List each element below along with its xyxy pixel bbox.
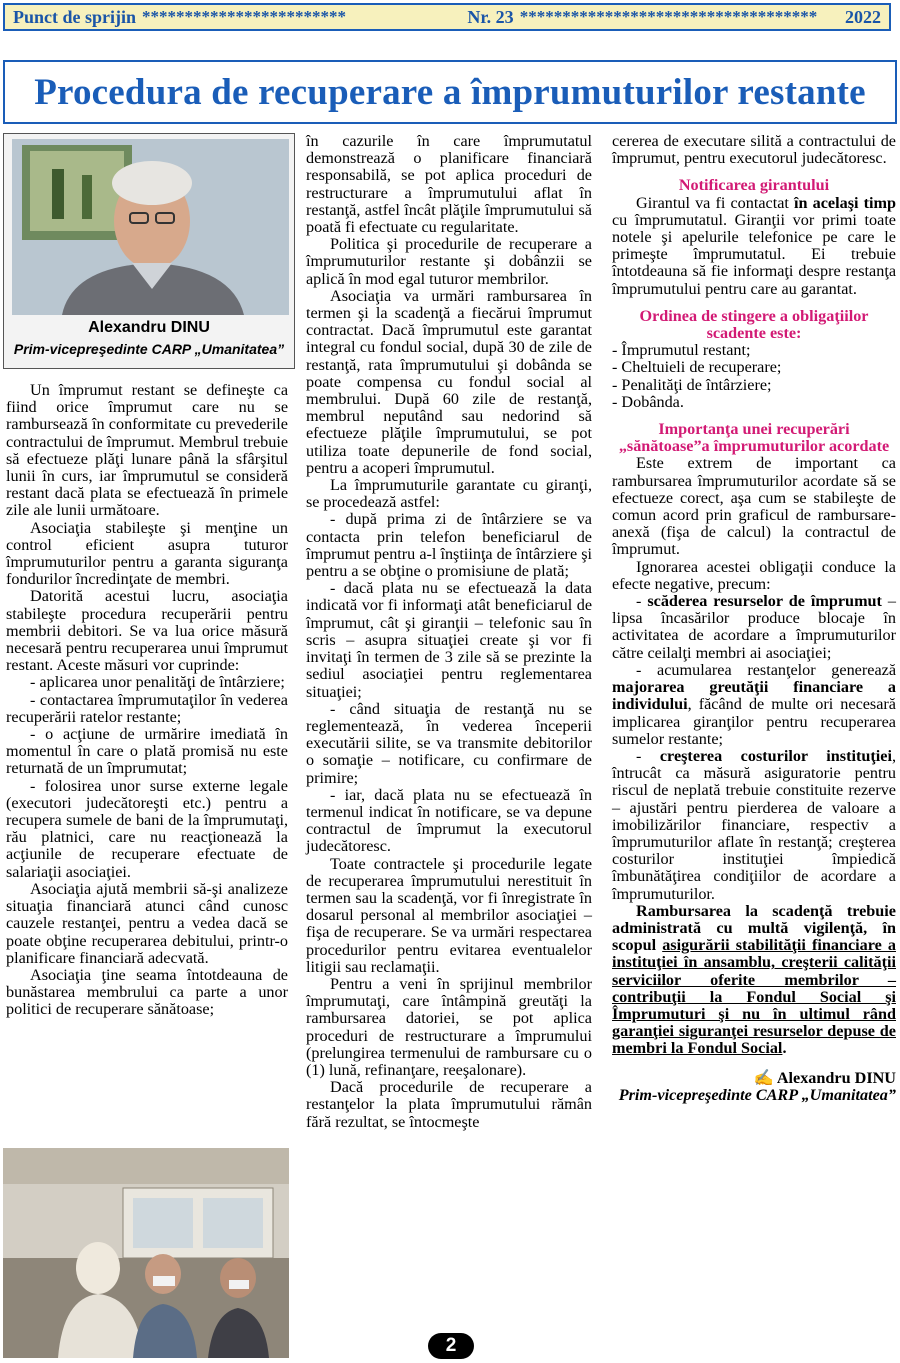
list-item: - Cheltuieli de recuperare; — [612, 358, 782, 377]
underlined-bold-text: asigurării stabilităţii financiare a instituţiei în ansamblu, creşterii calităţii serviciilor oferite membrilor – contribuţii la Fondul Social şi Împrumuturi şi nu în ultimul rând garanţiei siguranţei resurselor depuse de membri la Fondul Social — [612, 936, 896, 1058]
subheading-importance: Importanţa unei recuperări „sănătoase”a împrumuturilor acordate — [618, 420, 890, 456]
header-bar — [3, 3, 891, 31]
article-column-1 — [6, 382, 288, 1019]
list-item: - o acţiune de urmărire imediată în momentul în care o plată promisă nu este returnată de un împrumutat; — [6, 725, 288, 778]
paragraph: Ignorarea acestei obligaţii conduce la efecte negative, precum: — [612, 557, 896, 593]
office-counter-photo — [3, 1148, 289, 1358]
paragraph: Asociaţia ţine seama întotdeauna de bunăstarea membrului ca parte a unor politici de recuperare sănătoase; — [6, 965, 288, 1019]
list-item: - folosirea unor surse externe legale (executori judecătoreşti etc.) pentru a recupera sumele de bani de la împrumutaţi, rău platnici, care nu reacţionează la acţiunile de recuperare efectuate de salariaţii asociaţiei. — [6, 776, 288, 881]
header-issue-number: Nr. 23 — [467, 6, 514, 27]
paragraph: Asociaţia ajută membrii să-şi analizeze situaţia financiară atunci când cunosc cauzele restanţei, pentru a vedea dacă se poate obţine recuperarea debitului, printr-o planificare financiară adecvată. — [6, 879, 288, 967]
header-section-name: Punct de sprijin — [13, 6, 137, 27]
bold-text: . — [782, 1039, 787, 1058]
list-item: - Dobânda. — [612, 392, 684, 411]
list-item: - iar, dacă plata nu se efectuează în termenul indicat în notificare, se va depune contractul de împrumut la executorul judecătoresc. — [306, 785, 592, 856]
list-item: - Penalităţi de întârziere; — [612, 375, 772, 394]
text-run: , făcând de multe ori necesară implicarea giranţilor pentru recuperarea sumelor restante; — [612, 695, 896, 748]
bold-text: în acelaşi timp — [794, 193, 897, 212]
list-item: - aplicarea unor penalităţi de întârziere; — [30, 673, 285, 692]
bold-text: creşterea costurilor instituţiei — [659, 746, 892, 765]
paragraph: Dacă procedurile de recuperare a restanţelor la plata împrumutului rămân fără rezultat, se întocmeşte — [306, 1078, 592, 1131]
bold-text: majorarea greutăţii financiare a individului — [612, 678, 896, 714]
paragraph: Pentru a veni în sprijinul membrilor împrumutaţi, care întâmpină greutăţi la rambursarea datoriei, se pot aplica proceduri de restructurare a împrumului (prelungirea termenului de rambursare cu o (1) lună, refinanţare, reeşalonare). — [306, 974, 592, 1079]
page-title: Procedura de recuperare a împrumuturilor restante — [34, 71, 866, 113]
article-column-2 — [306, 133, 592, 1131]
article-column-3 — [612, 133, 896, 1104]
author-caption-name: Alexandru DINU — [88, 319, 210, 336]
header-stars-right: *********************************** — [519, 7, 818, 26]
paragraph: în cazurile în care împrumutatul demonstrează o planificare financiară responsabilă, se pot aplica proceduri de restructurare a împrumutului aflat în restanţă, astfel încât plăţile împrumutului să poată fi efectuate cu regularitate. — [306, 132, 592, 237]
author-photo-frame — [3, 133, 295, 369]
header-stars-left: ************************ — [142, 7, 347, 26]
paragraph: cererea de executare silită a contractului de împrumut, pentru executorul judecătoresc. — [612, 132, 896, 168]
list-item: - când situaţia de restanţă nu se reglementează, în vederea începerii executării silite, se va transmite debitorilor o somaţie – notificare, cu confirmare de primire; — [306, 699, 592, 787]
list-item: - Împrumutul restant; — [612, 341, 751, 360]
author-caption-role: Prim-vicepreşedinte CARP „Umanitatea” — [13, 341, 285, 357]
paragraph — [612, 195, 896, 298]
paragraph: Toate contractele şi procedurile legate de recuperarea împrumutului nerestituit în termen sau la scadenţă, vor fi înregistrate în dosarul personal al membrilor asociaţiei – fişa de recuperare. Se va urmări respectarea procedurilor pentru evitarea eventualelor litigii sau reclamaţii. — [306, 854, 592, 976]
list-item: - după prima zi de întârziere se va contacta prin telefon beneficiarul de împrumut pentru a-l înştiinţa de întârziere şi pentru a se obţine o promisiune de plată; — [306, 510, 592, 581]
subheading-payment-order: Ordinea de stingere a obligaţiilor scadente este: — [639, 306, 869, 343]
signature-name: Alexandru DINU — [776, 1068, 896, 1087]
signature-name-line — [612, 1070, 896, 1087]
paragraph — [612, 903, 896, 1058]
list-item — [612, 593, 896, 662]
list-item — [612, 662, 896, 748]
list-item — [612, 748, 896, 903]
text-run: cu împrumutatul. Giranţii vor primi toate notele şi apelurile telefonice pe care le primeşte împrumutatul. Ei trebuie întotdeauna să fie informaţi despre restanţa împrumutului pentru care au garantat. — [612, 210, 896, 298]
signature-block — [612, 1070, 896, 1104]
header-year: 2022 — [845, 6, 882, 27]
pen-icon: ✍ — [753, 1068, 774, 1087]
text-run: - — [636, 746, 660, 765]
paragraph: Asociaţia stabileşte şi menţine un control eficient asupra tuturor împrumuturilor pentru a garanta siguranţa fondurilor încredinţate de membri. — [6, 518, 288, 589]
paragraph: La împrumuturile garantate cu giranţi, se procedează astfel: — [306, 476, 592, 512]
author-portrait-image — [12, 139, 289, 315]
title-box — [3, 60, 897, 124]
signature-role: Prim-vicepreşedinte CARP „Umanitatea” — [618, 1085, 896, 1104]
text-run: - — [636, 592, 648, 611]
paragraph: Asociaţia va urmări rambursarea în termen şi la scadenţă a fiecărui împrumut contractat. Dacă împrumutul este garantat integral cu fondul social, după 30 de zile de restanţă, rata împrumutului şi dobânda se poate compensa cu fondul social al membrului. După 60 zile de restanţă, membrul neputând sau nedorind să efectueze plăţile împrumutului, se pot utiliza toate depunerile de fond social, pentru a acoperi împrumutul. — [306, 286, 592, 477]
text-run: - acumularea restanţelor generează — [636, 660, 896, 679]
list-item: - dacă plata nu se efectuează la data indicată vor fi informaţi atât beneficiarul de împrumut, cât şi giranţii – telefonic sau în scris – asupra situaţiei create şi vor fi invitaţi în termen de 3 zile să se prezinte la sediul asociaţiei pentru reglementarea situaţiei; — [306, 579, 592, 701]
text-run: , întrucât ca măsură asiguratorie pentru riscul de neplată trebuie constituite rezerve – ajustări pentru pierderea de valoare a imobilizărilor financiare, respectiv a împrumuturilor aflate în restanţă; creşterea costurilor instituţiei împiedică îmbunătăţirea condiţiilor de acordare a împrumuturilor. — [612, 746, 896, 903]
paragraph: Este extrem de important ca rambursarea împrumuturilor acordate să se efectueze corect, aşa cum se stabileşte de comun acord prin graficul de rambursare-anexă (fişa de calcul) la contractul de împrumut. — [612, 454, 896, 559]
subheading-guarantor-notification: Notificarea girantului — [678, 176, 830, 195]
text-run: – lipsa încasărilor produce blocaje în activitatea de acordare a împrumuturilor către ceilalţi membri ai asociaţiei; — [612, 592, 897, 662]
paragraph: Un împrumut restant se defineşte ca fiind orice împrumut care nu se rambursează în conformitate cu prevederile contractului de împrumut. Membrul trebuie să efectueze plăţi lunare până la sfârşitul lunii în curs, iar împrumutul se consideră restant dacă plata se efectuează în primele zile ale lunii următoare. — [6, 381, 288, 520]
bold-text: scăderea resurselor de împrumut — [647, 592, 882, 611]
text-run: Girantul va fi contactat — [636, 193, 795, 212]
paragraph: Datorită acestui lucru, asociaţia stabileşte procedura recuperării pentru membrii debitori. Se va lua orice măsură necesară pentru recuperarea unui împrumut restant. Aceste măsuri vor cuprinde: — [6, 587, 288, 675]
paragraph: Politica şi procedurile de recuperare a împrumuturilor restante şi dobânzii se aplică în mod egal tuturor membrilor. — [306, 235, 592, 288]
list-item: - contactarea împrumutaţilor în vederea recuperării ratelor restante; — [6, 690, 288, 726]
page-number: 2 — [428, 1333, 474, 1359]
bold-text: Rambursarea la scadenţă trebuie administrată cu multă vigilenţă, în scopul — [612, 901, 896, 955]
